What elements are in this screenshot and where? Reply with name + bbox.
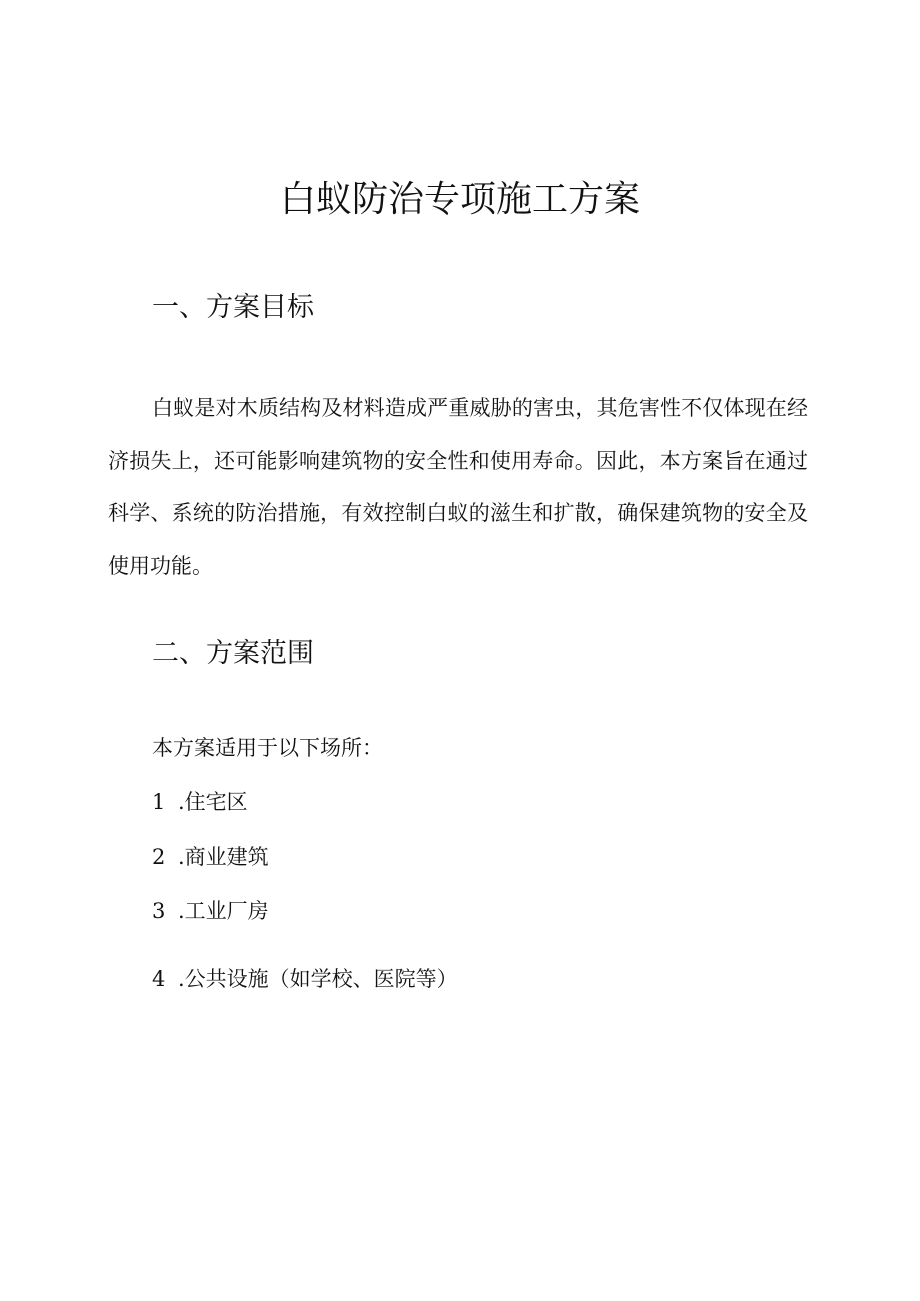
list-item-text: .公共设施（如学校、医院等） [178, 967, 458, 991]
list-item-number: 2 [152, 845, 166, 869]
document-title: 白蚁防治专项施工方案 [279, 179, 640, 220]
list-item-text: .商业建筑 [178, 845, 269, 869]
scope-intro: 本方案适用于以下场所： [152, 736, 383, 760]
section-heading-scope: 二、方案范围 [152, 638, 314, 669]
list-item-number: 3 [152, 899, 166, 923]
list-item-number: 4 [152, 967, 166, 991]
list-item [152, 841, 269, 873]
section-heading-goal: 一、方案目标 [152, 292, 314, 323]
list-item [152, 786, 248, 818]
list-item [152, 895, 269, 927]
goal-paragraph: 白蚁是对木质结构及材料造成严重威胁的害虫，其危害性不仅体现在经济损失上，还可能影响建筑物的安全性和使用寿命。因此，本方案旨在通过科学、系统的防治措施，有效控制白蚁的滋生和扩散，确保建筑物的安全及使用功能。 [108, 396, 808, 578]
list-item-number: 1 [152, 790, 166, 814]
list-item-text: .工业厂房 [178, 899, 269, 923]
list-item [152, 963, 458, 995]
list-item-text: .住宅区 [178, 790, 248, 814]
